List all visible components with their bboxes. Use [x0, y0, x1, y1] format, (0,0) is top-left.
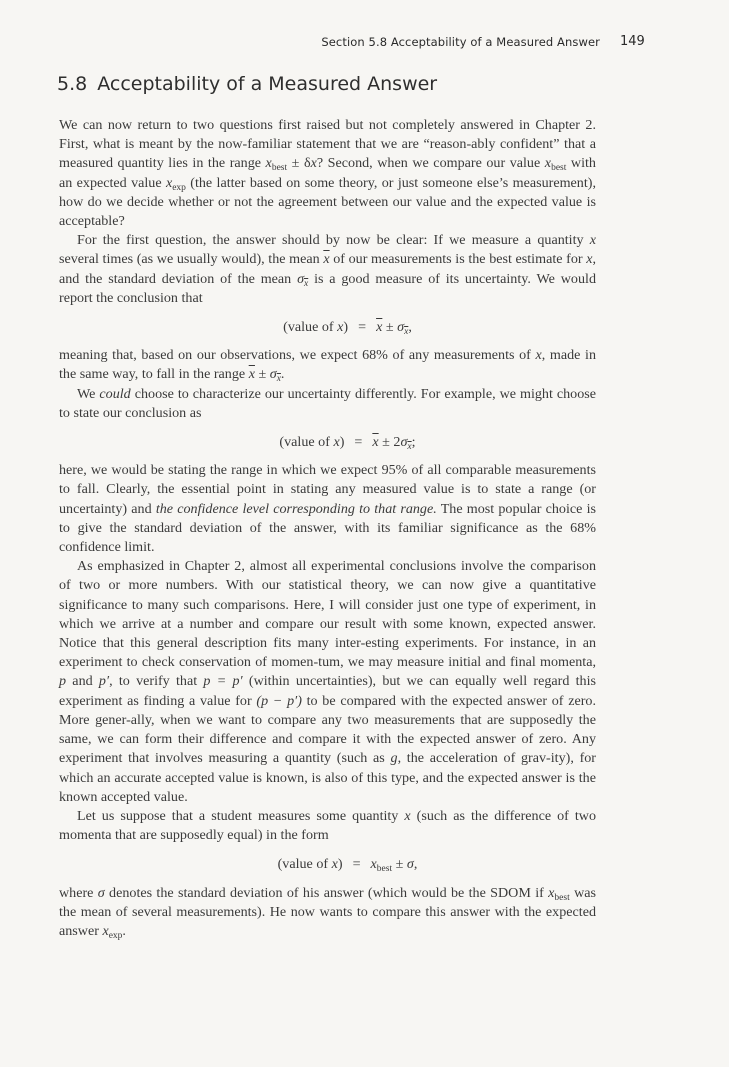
paragraph-6: [59, 557, 596, 807]
text-run: is a good measure of its uncertainty. We would report the conclusion that: [59, 270, 596, 306]
equation-relation: =: [352, 856, 361, 873]
text-run: (such as the difference of two momenta that are supposedly equal) in the form: [59, 807, 596, 844]
math-xexp: $x_{exp}$: [165, 174, 186, 193]
text-run: and: [66, 673, 99, 690]
equation-lhs: (value of x): [279, 434, 345, 451]
paragraph-2: [59, 231, 596, 308]
paragraph-1: [59, 116, 596, 231]
text-run: where: [59, 884, 98, 901]
paragraph-5: [59, 461, 596, 557]
text-run: to be compared with the expected answer of zero. More gener-ally, when we want to compare any two measurements that are supposedly the same, we can form their difference and compare it with the expected answer of zero. Any experiment that involves measuring a quantity (such as: [59, 692, 596, 767]
equation-lhs: (value of x): [283, 319, 349, 336]
text-run: , and the standard deviation of the mean: [59, 251, 596, 287]
text-run: several times (as we usually would), the mean: [59, 251, 324, 268]
text-run: As emphasized in Chapter 2, almost all experimental conclusions involve the comparison of two or more numbers. With our statistical theory, we can now give a quantitative significance to many such comparisons. Here, I will consider just one type of experiment, in which we arrive at a number and compare our result with some known, expected answer. Notice that this general description fits many inter-esting experiments. For instance, in an experiment to check conservation of momen-tum, we may measure initial and final momenta,: [59, 558, 596, 671]
math-x: x: [589, 232, 596, 249]
math-xbar: $\overline{x}$: [323, 251, 330, 268]
math-x: x: [404, 807, 411, 824]
equation-rhs: $x_{best} \pm \sigma$,: [370, 856, 418, 875]
text-run: here, we would be stating the range in which we expect 95% of all comparable measurements to fall. Clearly, the essential point in stating any measured value is to state a range (or uncertainty) and: [59, 462, 596, 517]
equation-rhs: $\overline{x} \pm \sigma_{\overline{x}}$,: [376, 319, 412, 338]
section-heading: [57, 73, 437, 95]
emphasis: could: [99, 385, 131, 402]
text-run: of our measurements is the best estimate for: [329, 251, 587, 268]
text-run: The most popular choice is to give the standard deviation of the answer, with its familiar significance as the 68% confidence limit.: [59, 500, 596, 556]
equation-rhs: $\overline{x} \pm 2\sigma_{\overline{x}}$;: [372, 434, 416, 453]
text-run: ? Second, when we compare our value: [316, 155, 545, 172]
math-xbest: $x_{best}$: [544, 155, 567, 174]
math-xbest: $x_{best}$: [548, 884, 570, 903]
math-sigma-xbar: $\sigma_{\overline{x}}$: [297, 270, 309, 289]
body-text: [59, 116, 596, 941]
section-number: 5.8: [57, 73, 88, 95]
text-run: For the first question, the answer should by now be clear: If we measure a quantity: [77, 232, 590, 249]
text-run: with an expected value: [59, 155, 596, 191]
paragraph-7: [59, 807, 596, 845]
math-p: p: [59, 673, 67, 690]
math-x: x: [535, 347, 542, 364]
section-title-text: Acceptability of a Measured Answer: [97, 73, 438, 95]
text-run: , the acceleration of grav-ity), for which an accurate accepted value is known, is also of this type, and the expected answer is the known accepted value.: [59, 750, 596, 805]
text-run: .: [280, 366, 285, 383]
paragraph-8: [59, 884, 596, 942]
equation-1: [59, 318, 596, 337]
text-run: , made in the same way, to fall in the range: [59, 347, 596, 383]
equation-3: [59, 855, 596, 874]
math-g: g: [390, 750, 398, 767]
math-x: x: [586, 251, 593, 268]
text-run: (within uncertainties), but we can equally well regard this experiment as finding a value for: [59, 673, 596, 709]
text-run: We can now return to two questions first raised but not completely answered in Chapter 2. First, what is meant by the now-familiar statement that we are “reason-ably confident” that a measured quantity lies in the range: [59, 117, 596, 172]
math-sigma: σ: [97, 884, 105, 901]
text-run: was the mean of several measurements). He now wants to compare this answer with the expected answer: [59, 884, 596, 939]
page-number: 149: [620, 34, 645, 49]
math-xexp: $x_{exp}$: [102, 922, 123, 941]
text-run: Let us suppose that a student measures some quantity: [77, 807, 405, 824]
text-run: denotes the standard deviation of his answer (which would be the SDOM if: [104, 884, 549, 901]
equation-2: [59, 433, 596, 452]
text-run: We: [77, 385, 100, 402]
math-range-sigma: $\overline{x} \pm \sigma_{\overline{x}}$: [248, 366, 281, 385]
text-run: .: [122, 922, 126, 939]
text-run: choose to characterize our uncertainty differently. For example, we might choose to state our conclusion as: [59, 385, 596, 421]
math-p-difference: (p − p′): [256, 692, 302, 709]
paragraph-3: [59, 346, 596, 384]
math-range-best: $x_{best} \pm \delta x$: [265, 155, 317, 174]
equation-relation: =: [358, 319, 367, 336]
text-run: meaning that, based on our observations, we expect 68% of any measurements of: [59, 347, 536, 364]
paragraph-4: [59, 385, 596, 423]
equation-lhs: (value of x): [277, 856, 343, 873]
math-p-prime: p′: [98, 673, 110, 690]
running-head: Section 5.8 Acceptability of a Measured Answer: [321, 35, 600, 49]
text-run: , to verify that: [109, 673, 204, 690]
math-p-equality: p = p′: [203, 673, 243, 690]
equation-relation: =: [354, 434, 363, 451]
emphasis: the confidence level corresponding to that range.: [155, 500, 437, 517]
text-run: (the latter based on some theory, or just someone else’s measurement), how do we decide whether or not the agreement between our value and the expected value is acceptable?: [59, 174, 596, 230]
